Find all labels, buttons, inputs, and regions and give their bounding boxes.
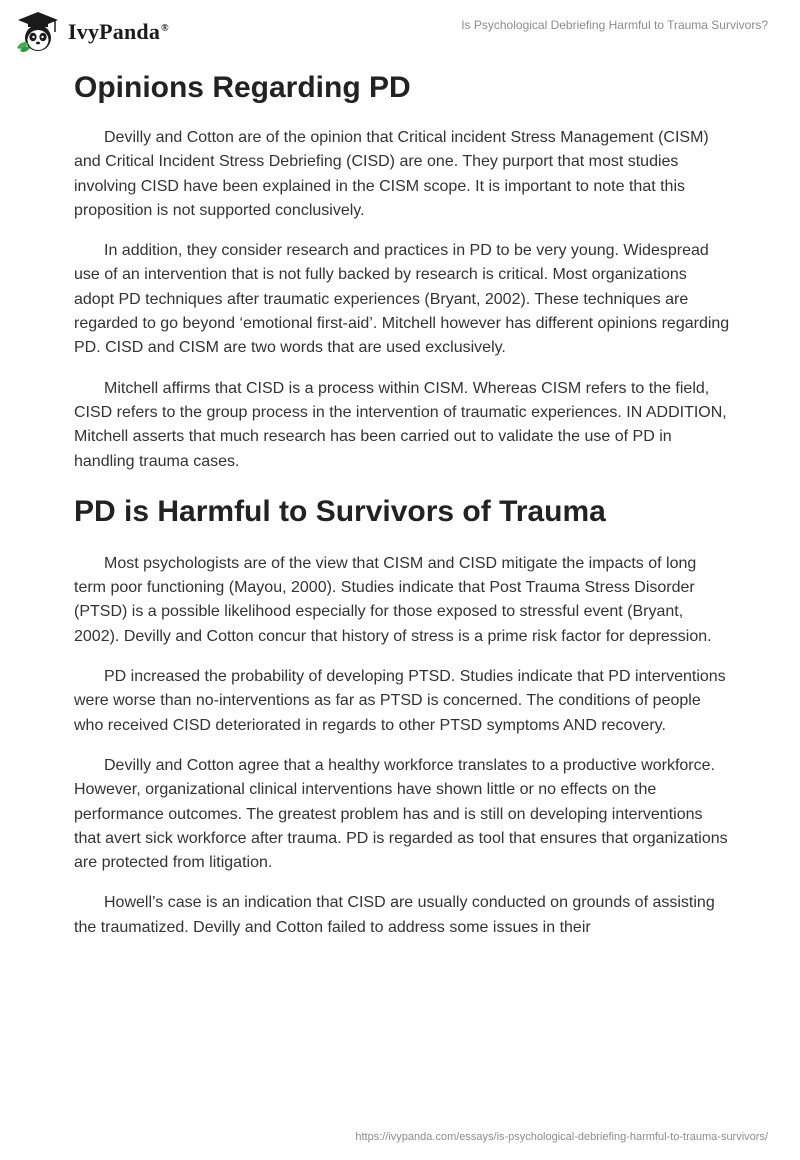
paragraph: Mitchell affirms that CISD is a process within CISM. Whereas CISM refers to the field, CISD refers to the group process in the intervention of traumatic experiences. IN ADDITION, Mitchell asserts that much research has been carried out to validate the use of PD in handling trauma cases. <box>74 379 727 470</box>
paragraph: Devilly and Cotton are of the opinion that Critical incident Stress Management (CISM) and Critical Incident Stress Debriefing (CISD) are one. They purport that most studies involving CISD have been explained in the CISM scope. It is important to note that this proposition is not supported conclusively. <box>74 129 709 219</box>
paragraph: PD increased the probability of developing PTSD. Studies indicate that PD interventions were worse than no-interventions as far as PTSD is concerned. The conditions of people who received CISD deteriorated in regards to other PTSD symptoms AND recovery. <box>74 668 726 734</box>
document-title: Is Psychological Debriefing Harmful to Trauma Survivors? <box>461 18 768 32</box>
paragraph: Howell’s case is an indication that CISD are usually conducted on grounds of assisting the traumatized. Devilly and Cotton failed to address some issues in their <box>74 894 715 936</box>
paragraph: Devilly and Cotton agree that a healthy workforce translates to a productive workforce. However, organizational clinical interventions have shown little or no effects on the performance outcomes. The greatest problem has and is still on developing interventions that avert sick workforce after trauma. PD is regarded as tool that ensures that organizations are protected from litigation. <box>74 756 728 872</box>
panda-graduate-icon <box>14 10 62 54</box>
page-header <box>0 0 800 64</box>
logo-wordmark: IvyPanda® <box>68 19 169 44</box>
section-heading: PD is Harmful to Survivors of Trauma <box>74 494 606 528</box>
essay-body <box>74 70 730 956</box>
section-heading: Opinions Regarding PD <box>74 71 411 104</box>
paragraph: In addition, they consider research and practices in PD to be very young. Widespread use of an intervention that is not fully backed by research is critical. Most organizations adopt PD techniques after traumatic experiences (Bryant, 2002). These techniques are regarded to go beyond ‘emotional first-aid’. Mitchell however has different opinions regarding PD. CISD and CISM are two words that are used exclusively. <box>74 242 730 357</box>
paragraph: Most psychologists are of the view that CISM and CISD mitigate the impacts of long term poor functioning (Mayou, 2000). Studies indicate that Post Trauma Stress Disorder (PTSD) is a possible likelihood especially for those exposed to stressful event (Bryant, 2002). Devilly and Cotton concur that history of stress is a prime risk factor for depression. <box>74 554 712 645</box>
ivypanda-logo[interactable] <box>14 10 169 54</box>
source-url[interactable]: https://ivypanda.com/essays/is-psychological-debriefing-harmful-to-trauma-survivors/ <box>355 1131 768 1143</box>
